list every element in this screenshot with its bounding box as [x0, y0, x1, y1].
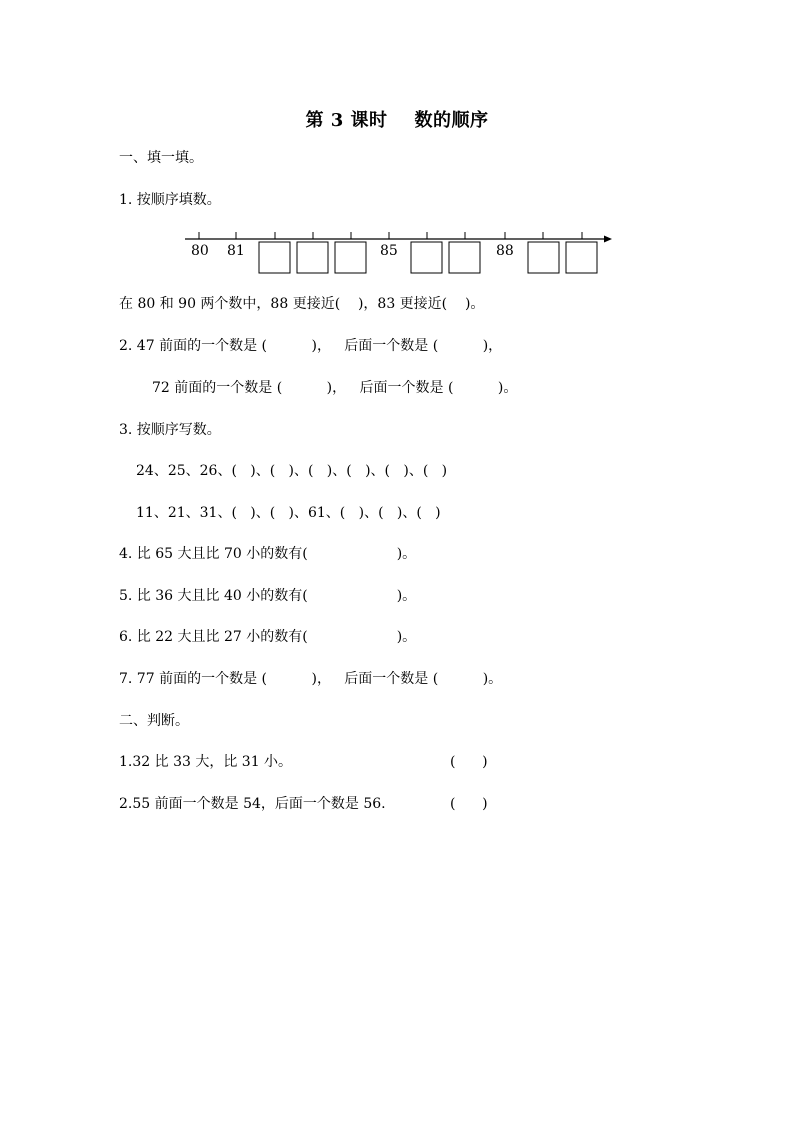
number-line-arrow — [604, 236, 612, 243]
number-line — [0, 0, 794, 290]
q2-line1: 2. 47 前面的一个数是 ( )， 后面一个数是 ( )， — [119, 338, 503, 354]
section-2-heading: 二、判断。 — [119, 713, 189, 729]
answer-box-84 — [335, 242, 366, 273]
answer-box-86 — [411, 242, 442, 273]
q4-text: 4. 比 65 大且比 70 小的数有( )。 — [119, 546, 417, 562]
q6-text: 6. 比 22 大且比 27 小的数有( )。 — [119, 629, 417, 645]
q5-text: 5. 比 36 大且比 40 小的数有( )。 — [119, 588, 417, 604]
q3-row2: 11、21、31、( )、( )、61、( )、( )、( ) — [136, 505, 441, 521]
answer-box-82 — [259, 242, 290, 273]
answer-box-83 — [297, 242, 328, 273]
label-81: 81 — [227, 243, 245, 259]
judge-1-text: 1.32 比 33 大，比 31 小。 — [119, 754, 293, 770]
q3-row1: 24、25、26、( )、( )、( )、( )、( )、( ) — [136, 463, 448, 479]
answer-box-87 — [449, 242, 480, 273]
judge-1-paren: ( ) — [450, 754, 488, 770]
q7-text: 7. 77 前面的一个数是 ( )， 后面一个数是 ( )。 — [119, 671, 503, 687]
answer-box-89 — [528, 242, 559, 273]
answer-box-90 — [566, 242, 597, 273]
label-88: 88 — [496, 243, 514, 259]
label-80: 80 — [191, 243, 209, 259]
section-1-heading: 一、填一填。 — [119, 150, 203, 166]
q2-line2: 72 前面的一个数是 ( )， 后面一个数是 ( )。 — [152, 380, 518, 396]
q3-label: 3. 按顺序写数。 — [119, 422, 221, 438]
label-85: 85 — [380, 243, 398, 259]
judge-2-text: 2.55 前面一个数是 54，后面一个数是 56. — [119, 796, 386, 812]
q1-note: 在 80 和 90 两个数中，88 更接近( )，83 更接近( )。 — [119, 296, 485, 312]
page-title: 第 3 课时 数的顺序 — [305, 110, 489, 131]
judge-2-paren: ( ) — [450, 796, 488, 812]
q1-label: 1. 按顺序填数。 — [119, 192, 221, 208]
